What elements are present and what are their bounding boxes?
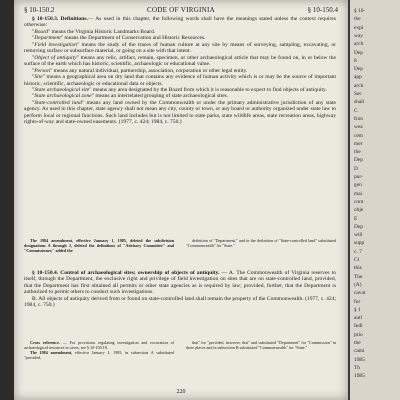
facing-page-line: § 1 [354,306,361,313]
facing-page-line: pur- [354,174,363,180]
facing-page-line: 1985 [354,356,365,363]
facing-page-line: 8 [354,57,357,64]
facing-page-line: shall [354,99,365,106]
header-left-section: § 10-150.2 [24,6,55,14]
definition-text: means any natural individual, partnership, association, corporation or other legal entity. [52,67,248,74]
facing-page-line: Dep [354,157,363,164]
definition-text: means an interrelated grouping of state archaeological sites. [93,93,229,100]
section-control [24,270,336,309]
facing-page-line: autl [354,315,363,322]
header-right-section: § 10-150.4 [307,6,338,14]
definition-item: "Site" means a geographical area on dry land that contains any evidence of human activity which is or may be the source of important historic, scientific, archaeologic or educational data or objects. [24,74,336,87]
facing-page-line: Dep [354,66,363,73]
facing-page-line: this [354,265,362,272]
definition-term: State archaeological zone [34,93,92,100]
facing-page-line: arch [354,41,364,48]
facing-page-line: 1985 [354,373,365,380]
definition-term: Site [34,74,43,81]
header-title: CODE OF VIRGINIA [146,6,216,14]
facing-page-line: Th [354,364,360,371]
definition-item: "State archaeological zone" means an interrelated grouping of state archaeological sites. [32,93,229,100]
facing-page-line: app [354,74,362,81]
definition-term: Department [34,35,61,42]
facing-page-line: gen [354,182,362,189]
section-title: § 10-150.3. Definitions. [32,16,88,22]
facing-page-line: E [354,215,358,222]
definition-term: Field investigation [34,41,78,48]
definitions-list [24,29,336,126]
facing-page-line: cami [354,348,365,355]
facing-page-line: mer [354,140,363,147]
definition-item: "Department" means the Department of Conservation and Historic Resources. [32,35,206,42]
cross-reference-note [24,340,336,360]
facing-page-line: Sec [354,91,362,97]
section-title: § 10-150.4. Control of archaeological sites; ownership of objects of antiquity. [32,270,220,276]
cross-ref-label: Cross reference. [30,340,60,345]
facing-page-line: Ct [354,257,360,263]
definition-term: State-controlled land [34,99,82,106]
facing-page-line: supp [354,240,365,247]
facing-page-line: expi [354,24,364,31]
amendment-label: The 1984 amendment, [30,350,73,355]
facing-page-line: cavat [354,290,366,297]
document-page [14,0,348,400]
facing-page-line: cem [354,132,363,139]
facing-page-line: fron [354,115,363,122]
definition-text: means any land owned by the Commonwealth or under the primary administrative jurisdiction of any state agency. As used in this chapter, state agency shall not mean any city, county or town, or any board or authority organized under state law to perform local or regional functions. Such land includes but is not limited to state parks, state wildlife areas, state recreation areas, highway rights-of-way and state-owned easements. (1977, c. 424; 1984, c. 750.) [24,99,336,126]
facing-page-line: § 10- [354,8,366,14]
facing-page-line: Dep [354,223,363,230]
facing-page-line: (A) [354,281,362,288]
page-number: 220 [176,389,186,395]
definition-text: means the study of the traces of human culture at any site by means of surveying, sampling, excavating, or removing surface or subsurface material, or going on a site with that intent. [24,41,336,55]
facing-page-line: arch [354,82,364,89]
amendment-note-1 [24,238,336,253]
facing-page-line: The [354,273,363,280]
section-para-b: B. All objects of antiquity derived from or found on state-controlled land shall remain the property of the Commonwealth. (1977, c. 424; 1984, c. 750.) [24,295,336,309]
facing-page-edge [350,0,400,400]
facing-page-line: obje [354,207,364,214]
definition-item: "State archaeological site" means any area designated by the Board from which it is reasonable to expect to find objects of antiquity. [32,86,327,93]
definition-item: "Person" means any natural individual, partnership, association, corporation or other legal entity. [32,67,248,74]
facing-page-line: will [354,232,363,239]
facing-page-line: the [354,16,361,23]
definition-term: Object of antiquity [34,54,77,61]
facing-page-line: mai [354,190,363,197]
facing-page-line: Indi [354,323,363,330]
definition-term: State archaeological site [34,86,90,93]
definition-text: means the Department of Conservation and Historic Resources. [63,35,206,42]
facing-page-line: Dep [354,49,363,56]
facing-page-line: for [354,298,361,305]
scan-frame [0,0,14,400]
facing-page-line: prio [354,331,363,338]
amendment-note-right: definition of "Department," and in the definition of "State-controlled land" substituted "Commonwealth" for "State." [186,238,336,248]
facing-page-line: the [354,149,361,156]
facing-page-line: c. 7 [354,248,362,255]
section-intro: — As used in this chapter, the following words shall have the meanings stated unless the context requires otherwise: [24,16,336,29]
amendment-text: effective January 1, 1985, in subsection A substituted "provided, [24,350,175,360]
section-para-a: — A. The Commonwealth of Virginia reserves to itself, through the Department, the exclusive right and privilege of field investigation on sites that are on state-controlled land, provided, that the Department has first obtained all permits or other state agencies as is required by law; provided, further, that the Department is authorized to permit others to conduct such investigations. [24,270,337,296]
facing-page-line: D [354,165,358,172]
amendment-note-left: The 1984 amendment, effective January 1, 1985, deleted the subdivision designations A through J, deleted the definitions of "Advisory Committee" and "Commissioner," added the [24,238,174,253]
section-definitions [24,16,336,126]
facing-page-line: wea [354,124,363,131]
amendment-continued: that" for "provided, however, that" and substituted "Department" for "Commission" in three places and in subsection B substituted "Commonwealth" for "State." [186,340,336,350]
definition-text: means the Virginia Historic Landmarks Board. [50,28,156,35]
facing-page-line: cont [354,198,364,205]
definition-text: means a geographical area on dry land that contains any evidence of human activity which is or may be the source of important historic, scientific, archaeologic or educational data or objects. [24,74,336,87]
facing-page-line: the [354,340,361,346]
cross-ref-text: — For provisions regulating investigation and excavation of archaeological resources in caves, see § 10-150.18. [24,340,174,350]
definition-item: "Field investigation" means the study of the traces of human culture at any site by means of surveying, sampling, excavating, or removing surface or subsurface material, or going on a site with that intent. [24,41,336,55]
definition-text: means any area designated by the Board from which it is reasonable to expect to find objects of antiquity. [91,86,327,93]
definition-item: "State-controlled land" means any land owned by the Commonwealth or under the primary administrative jurisdiction of any state agency. As used in this chapter, state agency shall not mean any city, county or town, or any board or authority organized under state law to perform local or regional functions. Such land includes but is not limited to state parks, state wildlife areas, state recreation areas, highway rights-of-way and state-owned easements. (1977, c. 424; 1984, c. 750.) [24,99,336,126]
definition-item: "Object of antiquity" means any relic, artifact, remain, specimen, or other archaeological article that may be found on, in or below the surface of the earth which has historic, scientific, archaeologic or educational value. [24,54,337,68]
definition-term: Board [34,28,48,35]
facing-page-line: C [354,107,358,114]
facing-page-line: way [354,32,363,39]
definition-item: "Board" means the Virginia Historic Landmarks Board. [32,28,156,35]
definition-term: Person [34,67,50,74]
definition-text: means any relic, artifact, remain, specimen, or other archaeological article that may be found on, in or below the surface of the earth which has historic, scientific, archaeologic or educational value. [24,54,337,68]
running-header [24,6,338,16]
